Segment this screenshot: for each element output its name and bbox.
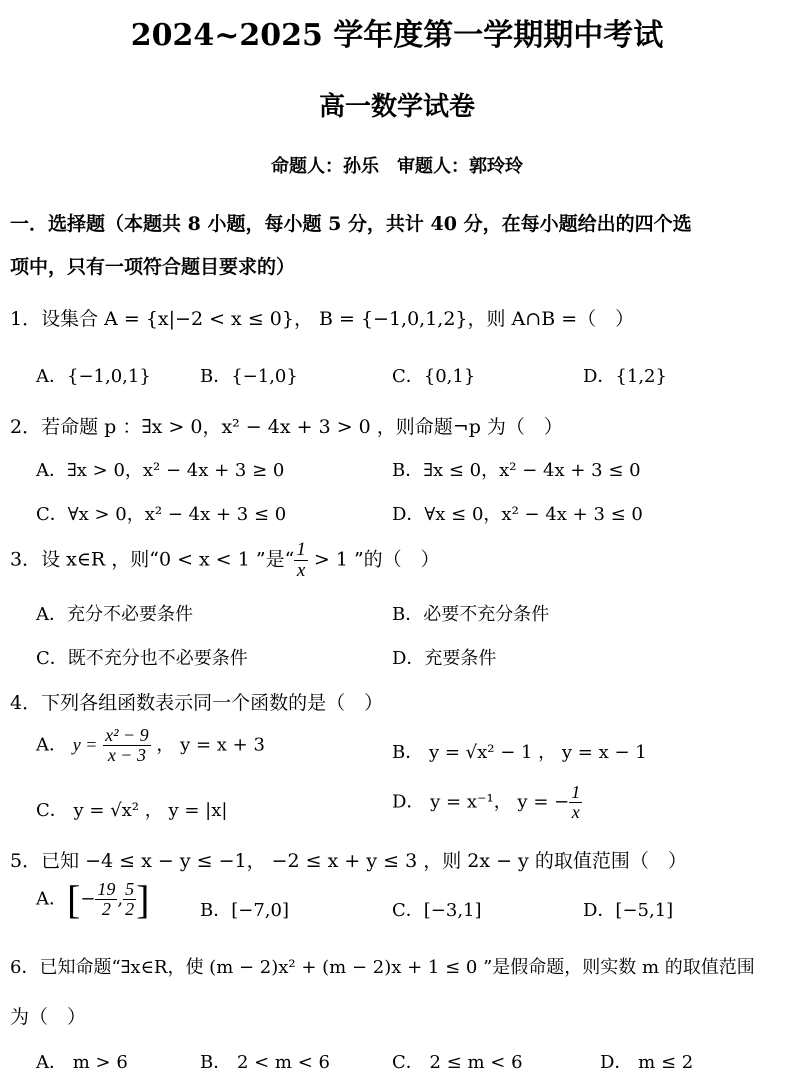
- q6-option-d: D． m ≤ 2: [600, 1052, 694, 1073]
- q3-option-a: A．充分不必要条件: [36, 604, 193, 625]
- exam-authors: 命题人：孙乐 审题人：郭玲玲: [271, 156, 523, 177]
- q4-stem: 4．下列各组函数表示同一个函数的是（ ）: [10, 692, 384, 714]
- q4-option-d: [392, 783, 582, 822]
- q5-fraction-1: [95, 880, 117, 919]
- q3-fraction: [294, 540, 308, 581]
- q1-stem: 1．设集合 A = {x|−2 < x ≤ 0}， B = {−1,0,1,2}，则 A∩B =（ ）: [10, 308, 635, 330]
- q3-option-b: B．必要不充分条件: [392, 604, 550, 625]
- q3-fraction-numerator: 1: [296, 539, 306, 560]
- q2-option-a: A．∃x > 0，x² − 4x + 3 ≥ 0: [36, 460, 285, 481]
- q4-option-a-lhs: y =: [72, 734, 98, 755]
- exam-subtitle: 高一数学试卷: [318, 92, 475, 122]
- q5-minus-sign: −: [80, 888, 96, 910]
- q3-stem-part2: > 1 ”的（ ）: [307, 548, 440, 571]
- q4-option-d-denominator: x: [571, 801, 580, 822]
- q5-left-bracket: [: [67, 877, 81, 922]
- q6-option-b: B． 2 < m < 6: [200, 1052, 330, 1073]
- q6-option-c: C． 2 ≤ m < 6: [392, 1052, 523, 1073]
- q4-option-d-prefix: D． y = x⁻¹， y = −: [392, 791, 570, 813]
- q4-option-a-fraction: [103, 726, 151, 765]
- q4-option-a: [36, 726, 265, 765]
- q2-option-b: B．∃x ≤ 0，x² − 4x + 3 ≤ 0: [392, 460, 641, 481]
- q5-option-c: C．[−3,1]: [392, 900, 482, 921]
- q5-option-a: [36, 876, 149, 923]
- q3-fraction-denominator: x: [296, 559, 306, 581]
- q4-option-d-fraction: [569, 783, 582, 822]
- q1-option-c: C．{0,1}: [392, 366, 476, 387]
- q5-right-bracket: ]: [136, 877, 150, 922]
- q4-option-b: B． y = √x² − 1 ， y = x − 1: [392, 742, 647, 763]
- q4-option-c: C． y = √x² ， y = |x|: [36, 800, 228, 821]
- q5-fraction-2: [123, 880, 136, 919]
- q2-option-d: D．∀x ≤ 0，x² − 4x + 3 ≤ 0: [392, 504, 643, 525]
- q4-option-a-rest: ， y = x + 3: [156, 734, 265, 756]
- q3-stem: [10, 540, 440, 581]
- q1-option-d: D．{1,2}: [583, 366, 667, 387]
- q1-option-a: A．{−1,0,1}: [36, 366, 151, 387]
- q2-stem: 2．若命题 p ：∃x > 0，x² − 4x + 3 > 0 ，则命题¬p 为（ ）: [10, 416, 563, 438]
- q5-fraction-2-numerator: 5: [125, 879, 135, 900]
- q5-fraction-1-denominator: 2: [101, 899, 111, 919]
- q5-option-d: D．[−5,1]: [583, 900, 674, 921]
- q6-option-a: A． m > 6: [36, 1052, 128, 1073]
- q5-option-b: B．[−7,0]: [200, 900, 289, 921]
- q4-option-a-label: A．: [36, 734, 67, 756]
- q1-option-b: B．{−1,0}: [200, 366, 298, 387]
- q4-option-a-denominator: x − 3: [107, 744, 146, 765]
- section-heading-line1: 一．选择题（本题共 8 小题，每小题 5 分，共计 40 分，在每小题给出的四个选: [10, 213, 692, 235]
- q2-option-c: C．∀x > 0，x² − 4x + 3 ≤ 0: [36, 504, 287, 525]
- q3-option-d: D．充要条件: [392, 648, 497, 669]
- q4-option-a-numerator: x² − 9: [105, 725, 149, 745]
- section-heading-line2: 项中，只有一项符合题目要求的）: [10, 256, 296, 278]
- q5-fraction-1-numerator: 19: [97, 879, 116, 900]
- q3-stem-part1: 3．设 x∈R ，则“0 < x < 1 ”是“: [10, 548, 295, 571]
- q5-fraction-2-denominator: 2: [125, 899, 135, 919]
- q5-comma: ,: [117, 888, 124, 910]
- q6-stem-line1: 6．已知命题“∃x∈R，使 (m − 2)x² + (m − 2)x + 1 ≤ 0 ”是假命题，则实数 m 的取值范围: [10, 957, 755, 978]
- q3-option-c: C．既不充分也不必要条件: [36, 648, 248, 669]
- q5-stem: 5．已知 −4 ≤ x − y ≤ −1， −2 ≤ x + y ≤ 3 ，则 2x − y 的取值范围（ ）: [10, 850, 687, 872]
- exam-title: 2024~2025 学年度第一学期期中考试: [130, 18, 664, 53]
- q6-stem-line2: 为（ ）: [10, 1006, 87, 1028]
- q5-option-a-label: A．: [36, 888, 67, 910]
- q4-option-d-numerator: 1: [571, 782, 581, 802]
